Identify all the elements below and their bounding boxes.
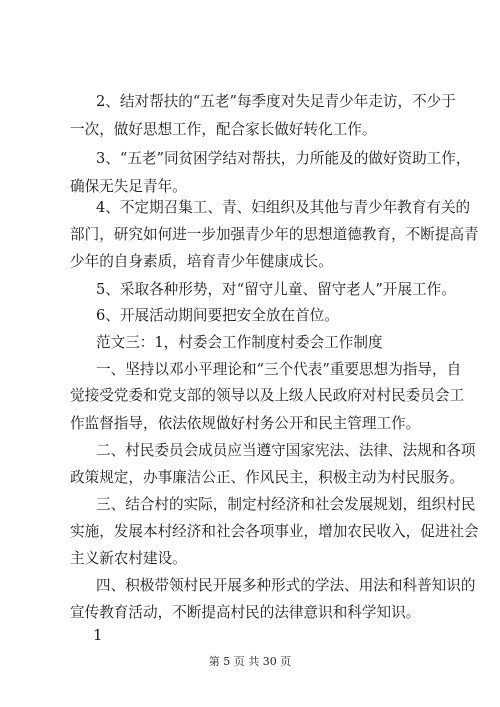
text-line: 范文三：1，村委会工作制度村委会工作制度: [96, 334, 383, 351]
text-line: 6、开展活动期间要把安全放在首位。: [96, 307, 339, 324]
text-line: 一、坚持以邓小平理论和“三个代表”重要思想为指导，自: [96, 361, 462, 378]
text-line: 三、结合村的实际，制定村经济和社会发展规划，组织村民: [96, 496, 476, 513]
page-number: 1: [93, 626, 103, 644]
text-line: 确保无失足青年。: [70, 178, 187, 195]
text-line: 少年的自身素质，培育青少年健康成长。: [70, 253, 333, 270]
page-footer: 第 5 页 共 30 页: [208, 655, 292, 668]
text-line: 宣传教育活动，不断提高村民的法律意识和科学知识。: [70, 604, 421, 621]
text-line: 3、“五老”同贫困学结对帮扶，力所能及的做好资助工作，: [96, 150, 471, 167]
text-line: 四、积极带领村民开展多种形式的学法、用法和科普知识的: [96, 577, 476, 594]
text-line: 二、村民委员会成员应当遵守国家宪法、法律、法规和各项: [96, 442, 476, 459]
text-line: 4、不定期召集工、青、妇组织及其他与青少年教育有关的: [96, 199, 471, 216]
text-line: 部门，研究如何进一步加强青少年的思想道德教育，不断提高青: [70, 226, 479, 243]
text-line: 主义新农村建设。: [70, 550, 187, 567]
text-line: 5、采取各种形势，对“留守儿童、留守老人”开展工作。: [96, 281, 456, 298]
text-line: 实施，发展本村经济和社会各项事业，增加农民收入，促进社会: [70, 523, 479, 540]
text-line: 2、结对帮扶的“五老”每季度对失足青少年走访，不少于: [96, 93, 456, 110]
text-line: 政策规定，办事廉洁公正、作风民主，积极主动为村民服务。: [70, 469, 465, 486]
text-line: 觉接受党委和党支部的领导以及上级人民政府对村民委员会工: [70, 387, 465, 404]
text-line: 一次，做好思想工作，配合家长做好转化工作。: [70, 121, 377, 138]
text-line: 作监督指导，依法依规做好村务公开和民主管理工作。: [70, 415, 421, 432]
